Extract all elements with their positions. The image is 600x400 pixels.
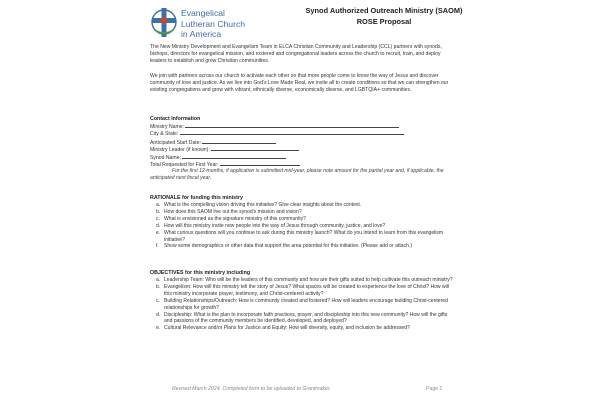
list-item: a. What is the compelling vision driving this initiative? Give clear insights about the context. [156,202,362,208]
total-requested-field[interactable]: Total Requested for First Year: [150,161,300,169]
list-item: b. Evangelism: How will this ministry tell the story of Jesus? What spaces will be created to experience the love of Christ? How will this ministry incorporate prayer, testimony, and Christ-centered activity? [156,283,449,297]
ministry-leader-field[interactable]: Ministry Leader (if known): [150,146,299,154]
funding-note: For the first 12-months; if application is submitted mid-year, please note amount for the partial year and, if applicable, the anticipated next fiscal year. [150,168,444,181]
objectives-list [156,277,456,332]
cross-icon [149,6,179,40]
list-item: a. Leadership Team: Who will be the leaders of this community and how are their gifts suited to help cultivate this outreach ministry? [156,277,453,283]
objectives-heading: OBJECTIVES for this ministry including [150,270,251,276]
contact-heading: Contact Information [150,116,201,122]
city-state-field[interactable]: City & State: [150,130,404,138]
elca-logo [149,6,269,42]
list-item: e. Cultural Relevance and/or Plans for Justice and Equity: How will diversity, equity, and inclusion be addressed? [156,325,410,332]
intro-paragraph-2: We join with partners across our church to activate each other so that more people come to know the way of Jesus and discover community of love and justice. As we live into God’s Love Made Real, we invite all to create conditions so that we can strengthen our existing congregations and grow with vibrant, ethnically diverse, economically diverse, and LGBTQIA+ communities. [150,73,449,93]
synod-name-field[interactable]: Synod Name: [150,154,286,162]
list-item: c. Building Relationships/Outreach: How is community created and fostered? How will leaders encourage building Christ-centered relationships for growth? [156,297,448,311]
list-item: e. What curious questions will you continue to ask during this ministry launch? What do you intend to learn from this evangelism initiative? [156,229,444,243]
list-item: b. How does this SAOM live out the synod’s mission and vision? [156,208,302,215]
list-item: d. Discipleship: What is the plan to incorporate faith practices, prayer, and discipleship into this new community? How will the gifts and passions of the community members be identified, developed, and deployed? [156,311,448,325]
ministry-name-field[interactable]: Ministry Name: [150,123,399,131]
rationale-list [156,202,456,250]
rationale-heading: RATIONALE for funding this ministry [150,195,243,201]
list-item: d. How will this ministry invite new people into the way of Jesus through community, justice, and love? [156,222,386,229]
intro-paragraph-1: The New Ministry Development and Evangelism Team in ELCA Christian Community and Leadership (CCL) partners with synods, bishops, directors for evangelical mission, and rostered and congregational leaders across the church to recruit, train, and deploy leaders to establish and grow Christian communities. [150,44,442,64]
list-item: f. Show some demographics or other data that support the area potential for this initiative. (Please add or attach.) [156,243,412,250]
page-number: Page 1 [426,386,443,392]
start-date-field[interactable]: Anticipated Start Date: [150,139,276,147]
logo-wordmark: Evangelical Lutheran Church in America [181,8,246,39]
list-item: c. What is envisioned as the signature ministry of this community? [156,215,306,222]
document-title: Synod Authorized Outreach Ministry (SAOM) ROSE Proposal [305,6,463,26]
footer-revision-note: Revised March 2024. Completed form to be uploaded to Grantmaker. [172,386,331,392]
